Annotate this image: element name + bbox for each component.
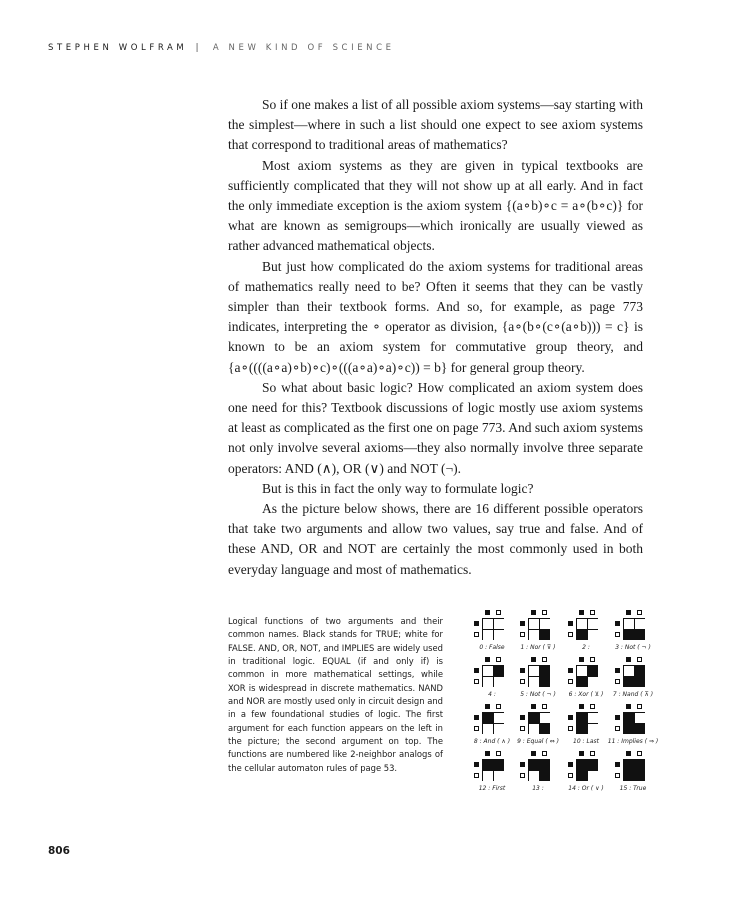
arg-true-marker xyxy=(520,762,525,767)
arg-true-marker xyxy=(615,668,620,673)
false-cell xyxy=(483,666,493,676)
function-label: 13 : xyxy=(532,785,544,792)
logic-function-grid xyxy=(469,610,659,795)
arg-true-marker xyxy=(626,751,631,756)
arg-false-marker xyxy=(496,751,501,756)
grid-line xyxy=(529,676,549,677)
false-cell xyxy=(483,630,493,640)
false-cell xyxy=(577,619,587,629)
arg-true-marker xyxy=(615,762,620,767)
arg-true-marker xyxy=(579,751,584,756)
arg-false-marker xyxy=(520,773,525,778)
truth-table xyxy=(623,759,645,781)
logic-function-diagram xyxy=(610,610,656,654)
arg-true-marker xyxy=(568,762,573,767)
arg-true-marker xyxy=(520,668,525,673)
arg-true-marker xyxy=(579,610,584,615)
truth-table xyxy=(576,712,598,734)
false-cell xyxy=(529,724,539,734)
arg-false-marker xyxy=(568,726,573,731)
arg-false-marker xyxy=(496,610,501,615)
true-cell xyxy=(529,713,539,723)
true-cell xyxy=(540,760,550,770)
false-cell xyxy=(588,619,598,629)
true-cell xyxy=(635,724,645,734)
arg-true-marker xyxy=(579,704,584,709)
arg-true-marker xyxy=(568,668,573,673)
logic-function-diagram xyxy=(607,704,659,748)
false-cell xyxy=(624,666,634,676)
arg-false-marker xyxy=(568,632,573,637)
arg-true-marker xyxy=(531,751,536,756)
arg-false-marker xyxy=(520,726,525,731)
true-cell xyxy=(540,771,550,781)
false-cell xyxy=(529,771,539,781)
grid-line xyxy=(483,629,503,630)
paragraph: Most axiom systems as they are given in typical textbooks are sufficiently complicated that they will not show up at all early. And in fact the only immediate exception is the axiom system {(a∘b)∘c = a∘(b∘c)} for what are known as semigroups—which ironically are usually viewed as rather advanced mathematical objects. xyxy=(228,157,643,254)
true-cell xyxy=(577,630,587,640)
arg-false-marker xyxy=(542,751,547,756)
false-cell xyxy=(540,713,550,723)
true-cell xyxy=(588,666,598,676)
grid-line xyxy=(624,676,644,677)
arg-false-marker xyxy=(520,679,525,684)
false-cell xyxy=(494,619,504,629)
arg-false-marker xyxy=(590,610,595,615)
truth-table xyxy=(482,759,504,781)
arg-true-marker xyxy=(474,668,479,673)
arg-false-marker xyxy=(542,704,547,709)
false-cell xyxy=(483,677,493,687)
arg-false-marker xyxy=(590,751,595,756)
paragraph: So what about basic logic? How complicated an axiom system does one need for this? Textbook discussions of logic mostly use axiom systems at least as complicated as the first one on page 773. And such axiom systems not only involve several axioms—they also normally involve three separate operators: AND (∧), OR (∨) and NOT (¬). xyxy=(228,379,643,476)
arg-false-marker xyxy=(615,773,620,778)
true-cell xyxy=(635,666,645,676)
arg-true-marker xyxy=(626,704,631,709)
true-cell xyxy=(577,771,587,781)
grid-line xyxy=(483,676,503,677)
true-cell xyxy=(635,630,645,640)
truth-table xyxy=(623,712,645,734)
truth-table xyxy=(528,712,550,734)
function-label: 11 : Implies ( ⇒ ) xyxy=(607,738,659,745)
true-cell xyxy=(588,760,598,770)
true-cell xyxy=(635,760,645,770)
arg-false-marker xyxy=(474,632,479,637)
function-label: 14 : Or ( ∨ ) xyxy=(568,785,604,792)
arg-true-marker xyxy=(579,657,584,662)
arg-true-marker xyxy=(520,621,525,626)
arg-false-marker xyxy=(590,657,595,662)
false-cell xyxy=(494,771,504,781)
true-cell xyxy=(540,677,550,687)
arg-true-marker xyxy=(531,610,536,615)
arg-true-marker xyxy=(474,715,479,720)
arg-true-marker xyxy=(626,657,631,662)
paragraph: But just how complicated do the axiom systems for traditional areas of mathematics really need to be? Often it seems that they can be vastly simpler than their textbook forms. And so, for example, as page 773 indicates, interpreting the ∘ operator as division, {a∘(b∘(c∘(a∘b))) = c} is known to be an axiom system for commutative group theory, and {a∘((((a∘a)∘b)∘c)∘(((a∘a)∘a)∘c)) = b} for general group theory. xyxy=(228,258,643,375)
truth-table xyxy=(623,665,645,687)
false-cell xyxy=(494,630,504,640)
false-cell xyxy=(577,666,587,676)
paragraph: As the picture below shows, there are 16 different possible operators that take two arguments and allow two values, say true and false. And of these AND, OR and NOT are certainly the most commonly used in both everyday language and most of mathematics. xyxy=(228,501,643,577)
arg-false-marker xyxy=(474,773,479,778)
arg-false-marker xyxy=(615,679,620,684)
grid-line xyxy=(624,770,644,771)
true-cell xyxy=(577,677,587,687)
true-cell xyxy=(483,713,493,723)
arg-true-marker xyxy=(626,610,631,615)
arg-false-marker xyxy=(637,610,642,615)
logic-function-diagram xyxy=(610,657,656,701)
false-cell xyxy=(494,677,504,687)
function-label: 6 : Xor ( ⊻ ) xyxy=(568,691,604,698)
false-cell xyxy=(529,630,539,640)
true-cell xyxy=(577,713,587,723)
true-cell xyxy=(540,724,550,734)
grid-line xyxy=(624,723,644,724)
arg-true-marker xyxy=(474,762,479,767)
grid-line xyxy=(577,676,597,677)
truth-table xyxy=(528,665,550,687)
arg-false-marker xyxy=(637,704,642,709)
true-cell xyxy=(635,771,645,781)
arg-false-marker xyxy=(474,679,479,684)
figure-caption: Logical functions of two arguments and their common names. Black stands for TRUE; white for FALSE. AND, OR, NOT, and IMPLIES are widely used in traditional logic. EQUAL (if and only if) is common in more mathematical settings, while XOR is widespread in discrete mathematics. NAND and NOR are mostly used only in circuit design and in a few foundational studies of logic. The first argument for each function appears on the left in the picture; the second argument on top. The functions are numbered like 2-neighbor analogs of the cellular automaton rules of page 53. xyxy=(228,616,443,773)
arg-false-marker xyxy=(542,657,547,662)
arg-false-marker xyxy=(590,704,595,709)
arg-false-marker xyxy=(474,726,479,731)
true-cell xyxy=(624,677,634,687)
arg-false-marker xyxy=(542,610,547,615)
true-cell xyxy=(635,677,645,687)
false-cell xyxy=(588,724,598,734)
true-cell xyxy=(624,713,634,723)
false-cell xyxy=(635,619,645,629)
grid-line xyxy=(529,770,549,771)
true-cell xyxy=(483,760,493,770)
truth-table xyxy=(482,712,504,734)
arg-true-marker xyxy=(485,704,490,709)
true-cell xyxy=(494,760,504,770)
truth-table xyxy=(482,618,504,640)
truth-table xyxy=(576,759,598,781)
truth-table xyxy=(528,759,550,781)
truth-table xyxy=(576,618,598,640)
function-label: 12 : First xyxy=(478,785,506,792)
function-label: 10 : Last xyxy=(573,738,599,745)
truth-table xyxy=(482,665,504,687)
truth-table xyxy=(623,618,645,640)
paragraph: So if one makes a list of all possible axiom systems—say starting with the simplest—where in such a list should one expect to see axiom systems that correspond to traditional areas of mathematics? xyxy=(228,97,643,153)
false-cell xyxy=(529,677,539,687)
function-label: 1 : Nor ( ⊽ ) xyxy=(520,644,556,651)
arg-true-marker xyxy=(485,657,490,662)
true-cell xyxy=(540,630,550,640)
function-label: 3 : Not ( ¬ ) xyxy=(615,644,651,651)
false-cell xyxy=(588,771,598,781)
grid-line xyxy=(577,770,597,771)
arg-true-marker xyxy=(531,657,536,662)
false-cell xyxy=(588,713,598,723)
header-separator: | xyxy=(195,43,199,53)
arg-true-marker xyxy=(474,621,479,626)
function-label: 8 : And ( ∧ ) xyxy=(473,738,511,745)
paragraph: But is this in fact the only way to formulate logic? xyxy=(262,480,534,496)
false-cell xyxy=(494,724,504,734)
false-cell xyxy=(529,619,539,629)
arg-false-marker xyxy=(568,679,573,684)
arg-true-marker xyxy=(485,751,490,756)
true-cell xyxy=(624,771,634,781)
false-cell xyxy=(588,677,598,687)
truth-table xyxy=(576,665,598,687)
grid-line xyxy=(483,770,503,771)
arg-true-marker xyxy=(485,610,490,615)
function-label: 2 : xyxy=(582,644,590,651)
true-cell xyxy=(624,630,634,640)
false-cell xyxy=(483,724,493,734)
grid-line xyxy=(529,629,549,630)
false-cell xyxy=(483,771,493,781)
body-text xyxy=(228,95,643,580)
arg-false-marker xyxy=(496,704,501,709)
arg-true-marker xyxy=(615,715,620,720)
false-cell xyxy=(624,619,634,629)
arg-false-marker xyxy=(615,726,620,731)
arg-true-marker xyxy=(531,704,536,709)
false-cell xyxy=(588,630,598,640)
true-cell xyxy=(624,724,634,734)
function-label: 7 : Nand ( ⊼ ) xyxy=(612,691,654,698)
book-title: A NEW KIND OF SCIENCE xyxy=(212,43,395,53)
function-label: 0 : False xyxy=(479,644,505,651)
grid-line xyxy=(529,723,549,724)
true-cell xyxy=(577,724,587,734)
false-cell xyxy=(529,666,539,676)
true-cell xyxy=(540,666,550,676)
false-cell xyxy=(483,619,493,629)
running-head xyxy=(48,43,395,53)
arg-false-marker xyxy=(568,773,573,778)
arg-false-marker xyxy=(637,751,642,756)
true-cell xyxy=(624,760,634,770)
logic-function-diagram xyxy=(610,751,656,795)
grid-line xyxy=(577,629,597,630)
true-cell xyxy=(529,760,539,770)
false-cell xyxy=(494,713,504,723)
arg-false-marker xyxy=(496,657,501,662)
arg-true-marker xyxy=(568,621,573,626)
arg-true-marker xyxy=(568,715,573,720)
page-number: 806 xyxy=(48,845,70,857)
grid-line xyxy=(624,629,644,630)
arg-false-marker xyxy=(637,657,642,662)
author-name: STEPHEN WOLFRAM xyxy=(48,43,188,53)
arg-true-marker xyxy=(615,621,620,626)
function-label: 9 : Equal ( ⇔ ) xyxy=(517,738,559,745)
false-cell xyxy=(540,619,550,629)
true-cell xyxy=(577,760,587,770)
arg-true-marker xyxy=(520,715,525,720)
arg-false-marker xyxy=(520,632,525,637)
false-cell xyxy=(635,713,645,723)
truth-table xyxy=(528,618,550,640)
true-cell xyxy=(494,666,504,676)
grid-line xyxy=(483,723,503,724)
function-label: 5 : Not ( ¬ ) xyxy=(520,691,556,698)
function-label: 15 : True xyxy=(619,785,647,792)
grid-line xyxy=(577,723,597,724)
arg-false-marker xyxy=(615,632,620,637)
function-label: 4 : xyxy=(488,691,496,698)
